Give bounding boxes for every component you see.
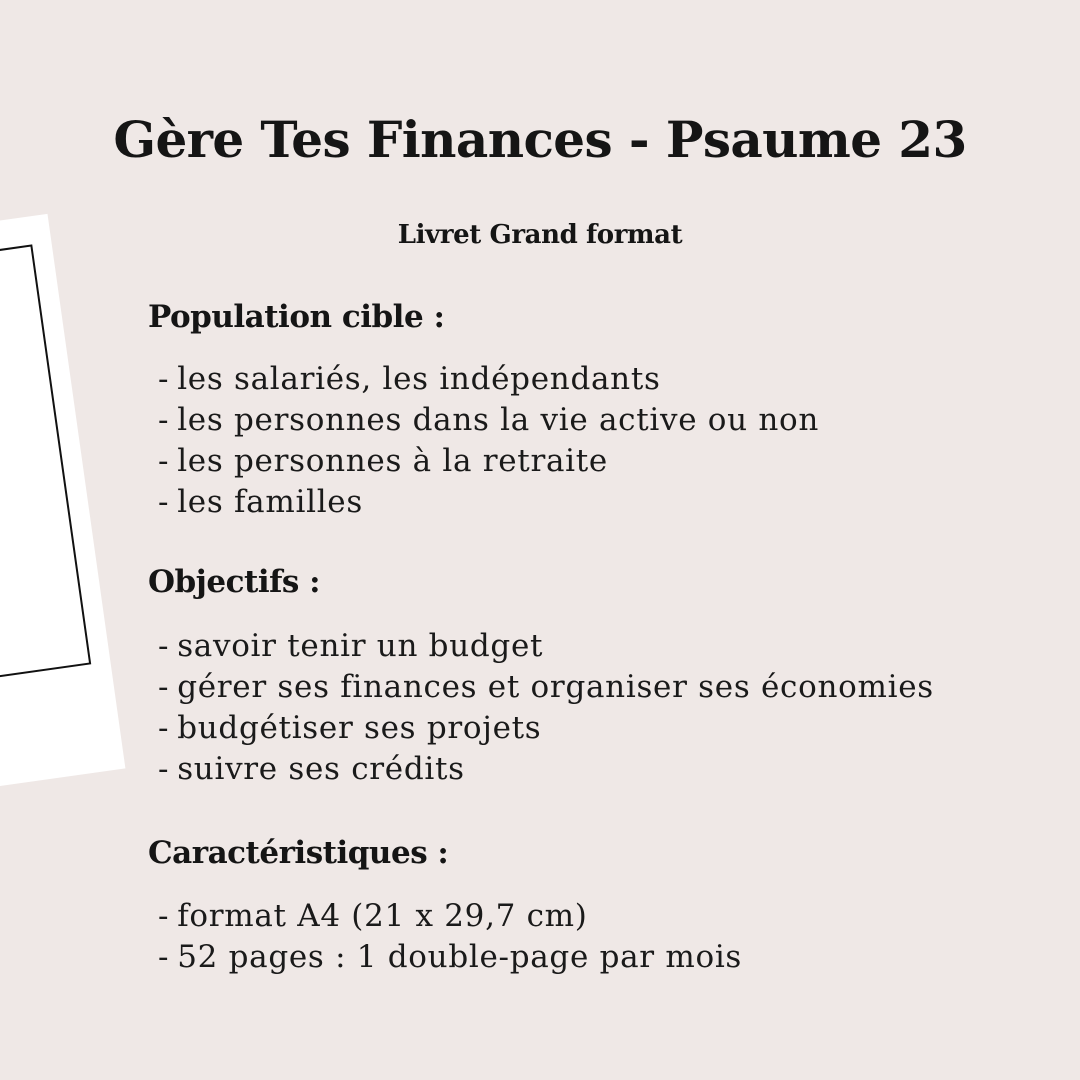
list-item: - suivre ses crédits xyxy=(158,751,465,787)
page-title: Gère Tes Finances - Psaume 23 xyxy=(113,110,967,169)
section-heading-caracteristiques: Caractéristiques : xyxy=(148,835,449,871)
population-list xyxy=(158,359,819,523)
section-heading-objectifs: Objectifs : xyxy=(148,564,321,600)
list-item: - savoir tenir un budget xyxy=(158,628,544,664)
list-item-text: suivre ses crédits xyxy=(177,751,465,787)
list-item: - format A4 (21 x 29,7 cm) xyxy=(158,898,588,934)
caracteristiques-list xyxy=(158,896,742,978)
list-item-text: les familles xyxy=(177,484,363,520)
list-item: - 52 pages : 1 double-page par mois xyxy=(158,939,743,975)
list-item-text: les personnes à la retraite xyxy=(177,443,608,479)
list-item-text: format A4 (21 x 29,7 cm) xyxy=(177,898,588,934)
list-item: - les personnes à la retraite xyxy=(158,443,608,479)
list-item-text: savoir tenir un budget xyxy=(177,628,544,664)
list-item-text: les salariés, les indépendants xyxy=(177,361,661,397)
list-item: - budgétiser ses projets xyxy=(158,710,542,746)
list-item-text: budgétiser ses projets xyxy=(177,710,542,746)
page-subtitle: Livret Grand format xyxy=(397,220,683,250)
objectifs-list xyxy=(158,626,934,790)
list-item: - les personnes dans la vie active ou non xyxy=(158,402,820,438)
list-item-text: gérer ses finances et organiser ses économies xyxy=(177,669,934,705)
list-item: - gérer ses finances et organiser ses économies xyxy=(158,669,934,705)
section-heading-population: Population cible : xyxy=(148,299,445,335)
list-item-text: les personnes dans la vie active ou non xyxy=(177,402,820,438)
list-item-text: 52 pages : 1 double-page par mois xyxy=(177,939,743,975)
list-item: - les familles xyxy=(158,484,363,520)
list-item: - les salariés, les indépendants xyxy=(158,361,661,397)
